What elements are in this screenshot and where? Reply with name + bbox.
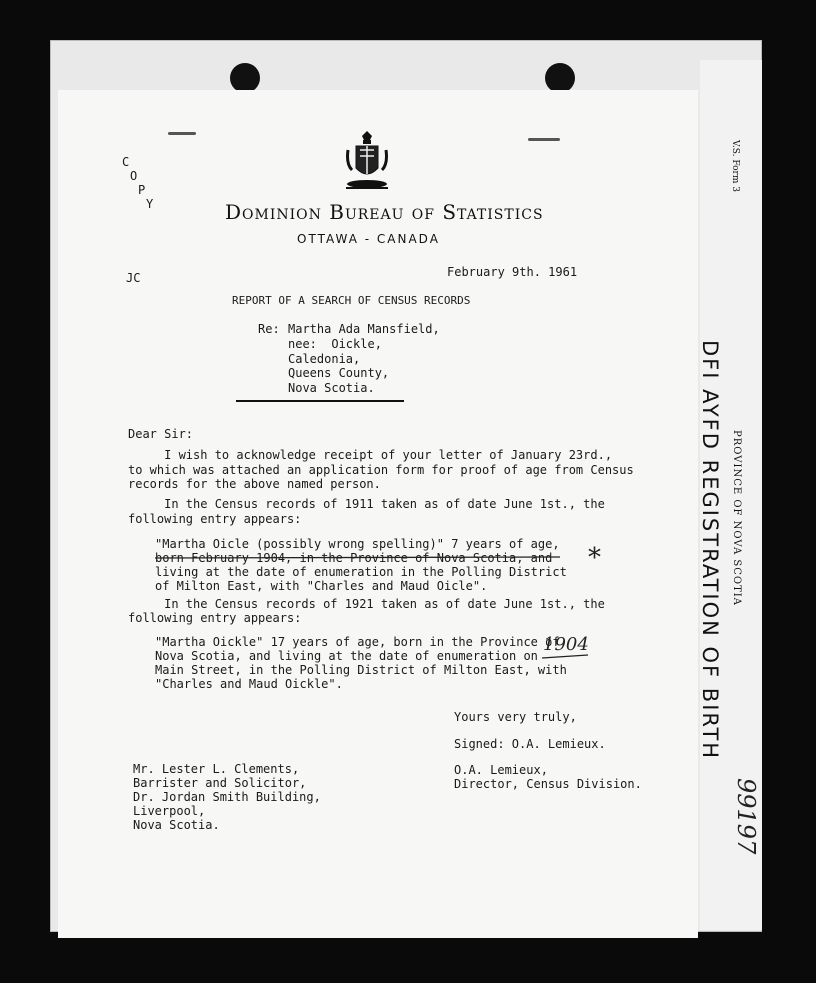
quote-line: "Martha Oicle (possibly wrong spelling)" 7 years of age, (155, 537, 560, 551)
punch-hole (230, 63, 260, 93)
salutation: Dear Sir: (128, 427, 194, 441)
address-line: Mr. Lester L. Clements, (133, 762, 300, 776)
handwritten-underline (150, 548, 620, 568)
punch-hole (545, 63, 575, 93)
paragraph-line: following entry appears: (128, 512, 302, 526)
quote-line: born February 1904, in the Province of Nova Scotia, and (155, 551, 553, 565)
paragraph-line: records for the above named person. (128, 477, 381, 491)
letterhead-subtitle: OTTAWA - CANADA (297, 232, 440, 246)
province-label: PROVINCE OF NOVA SCOTIA (731, 430, 742, 606)
paragraph-line: In the Census records of 1911 taken as of date June 1st., the (128, 497, 605, 511)
handwritten-number: 99197 (732, 778, 760, 855)
address-line: Liverpool, (133, 804, 206, 818)
paragraph-line: In the Census records of 1921 taken as of date June 1st., the (128, 597, 605, 611)
initials: JC (126, 271, 141, 285)
valediction: Yours very truly, (454, 710, 577, 724)
staple-mark (168, 132, 196, 135)
letterhead-title: Dominion Bureau of Statistics (225, 200, 544, 224)
letter-date: February 9th. 1961 (447, 265, 578, 279)
re-line: nee: Oickle, (288, 337, 382, 351)
divider-rule (236, 400, 404, 402)
registration-heading: DFI AYFD REGISTRATION OF BIRTH (698, 340, 722, 761)
quote-line: "Martha Oickle" 17 years of age, born in the Province of (155, 635, 560, 649)
paragraph-line: to which was attached an application form for proof of age from Census (128, 463, 634, 477)
re-line: Nova Scotia. (288, 381, 375, 395)
address-line: Nova Scotia. (133, 818, 220, 832)
handwritten-year-underline (540, 652, 592, 662)
copy-c: C (122, 155, 130, 169)
handwritten-star: * (588, 543, 601, 573)
coat-of-arms-icon (342, 130, 392, 192)
signed-line: Signed: O.A. Lemieux. (454, 737, 606, 751)
address-line: Barrister and Solicitor, (133, 776, 307, 790)
quote-line: living at the date of enumeration in the Polling District (155, 565, 567, 579)
copy-y: Y (146, 197, 154, 211)
quote-line: Main Street, in the Polling District of Milton East, with (155, 663, 567, 677)
re-line: Martha Ada Mansfield, (288, 322, 440, 336)
address-line: Dr. Jordan Smith Building, (133, 790, 321, 804)
copy-o: O (130, 169, 138, 183)
quote-line: Nova Scotia, and living at the date of enumeration on (155, 649, 538, 663)
copy-p: P (138, 183, 146, 197)
report-title: REPORT OF A SEARCH OF CENSUS RECORDS (232, 294, 471, 307)
quote-line: of Milton East, with "Charles and Maud Oicle". (155, 579, 488, 593)
handwritten-year: 1904 (543, 634, 589, 655)
staple-mark (528, 138, 560, 141)
paragraph-line: following entry appears: (128, 611, 302, 625)
paragraph-line: I wish to acknowledge receipt of your letter of January 23rd., (128, 448, 613, 462)
signatory-name: O.A. Lemieux, (454, 763, 548, 777)
form-number: V.S. Form 3 (730, 140, 740, 192)
re-line: Queens County, (288, 366, 390, 380)
quote-line: "Charles and Maud Oickle". (155, 677, 343, 691)
signatory-title: Director, Census Division. (454, 777, 642, 791)
re-line: Caledonia, (288, 352, 361, 366)
re-label: Re: (258, 322, 280, 336)
